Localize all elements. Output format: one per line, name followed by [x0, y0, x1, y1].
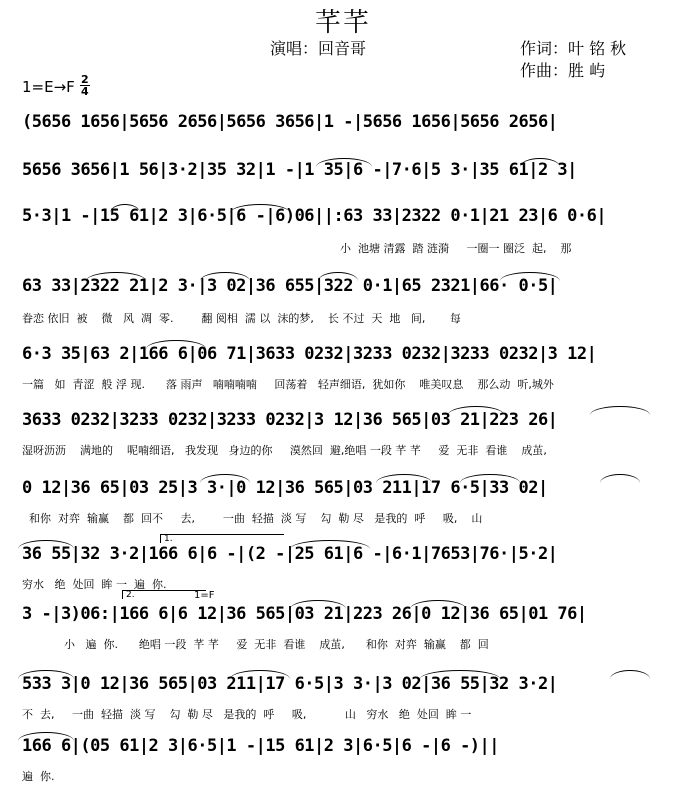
key-signature: 1=E→F [22, 78, 75, 96]
tie-arc [590, 406, 650, 415]
notation-line: 36 55|32 3·2|166 6|6 -|(2 -|25 61|6 -|6·1|7653|76·|5·2| [22, 544, 558, 564]
tie-arc [600, 474, 640, 483]
lyric-line: 湿呀沥沥 满地的 呢喃细语, 我发现 身边的你 漠然回 避,绝唱 一段 芊 芊 爱 无非 看谁 成茧, [22, 444, 547, 457]
composer-credit: 作曲：胜 屿 [520, 61, 606, 80]
meter-bottom: 4 [81, 85, 89, 98]
notation-line: 5·3|1 -|15 61|2 3|6·5|6 -|6)06||:63 33|2322 0·1|21 23|6 0·6| [22, 206, 607, 226]
notation-line: (5656 1656|5656 2656|5656 3656|1 -|5656 1656|5656 2656| [22, 112, 558, 132]
time-signature [80, 74, 90, 97]
notation-line: 5656 3656|1 56|3·2|35 32|1 -|1 35|6 -|7·6|5 3·|35 61|2 3| [22, 160, 577, 180]
lyric-line: 遍 你. [22, 770, 55, 783]
notation-line: 533 3|0 12|36 565|03 211|17 6·5|3 3·|3 02|36 55|32 3·2| [22, 674, 558, 694]
song-title: 芊芊 [314, 8, 371, 38]
lyric-line: 和你 对弈 输赢 都 回不 去, 一曲 轻描 淡 写 勾 勒 尽 是我的 呼 吸, 山 [22, 512, 483, 525]
meter-top: 2 [81, 73, 89, 86]
lyricist-credit: 作词：叶 铭 秋 [520, 39, 627, 58]
notation-line: 63 33|2322 21|2 3·|3 02|36 655|322 0·1|65 2321|66· 0·5| [22, 276, 558, 296]
notation-line: 3633 0232|3233 0232|3233 0232|3 12|36 565|03 21|223 26| [22, 410, 558, 430]
lyric-line: 一篇 如 青涩 般 浮 现. 落 雨声 喃喃喃喃 回荡着 轻声细语, 犹如你 唯美叹息 那么动 听,城外 [22, 378, 554, 391]
tie-arc [610, 670, 650, 679]
lyric-line: 不 去, 一曲 轻描 淡 写 勾 勒 尽 是我的 呼 吸, 山 穷水 绝 处回 眸 一 [22, 708, 472, 721]
lyric-line: 小 遍 你. 绝唱 一段 芊 芊 爱 无非 看谁 成茧, 和你 对弈 输赢 都 回 [22, 638, 489, 651]
second-ending-bracket: 2. [122, 590, 206, 599]
notation-line: 0 12|36 65|03 25|3 3·|0 12|36 565|03 211|17 6·5|33 02| [22, 478, 548, 498]
lyric-line: 穷水 绝 处回 眸 一 遍 你. [22, 578, 167, 591]
notation-line: 6·3 35|63 2|166 6|06 71|3633 0232|3233 0232|3233 0232|3 12| [22, 344, 597, 364]
notation-line: 3 -|3)06:|166 6|6 12|36 565|03 21|223 26|0 12|36 65|01 76| [22, 604, 587, 624]
key-change-label: 1=F [194, 590, 215, 601]
notation-line: 166 6|(05 61|2 3|6·5|1 -|15 61|2 3|6·5|6 -|6 -)|| [22, 736, 500, 756]
singer-credit: 演唱：回音哥 [270, 39, 367, 58]
lyric-line: 小 池塘 清露 踏 涟漪 一圈一 圈泛 起, 那 [340, 242, 572, 255]
lyric-line: 眷恋 依旧 被 微 风 凋 零. 翻 阅相 濡 以 沫的梦, 长 不过 天 地 间, 每 [22, 312, 461, 325]
first-ending-bracket: 1. [160, 534, 284, 543]
